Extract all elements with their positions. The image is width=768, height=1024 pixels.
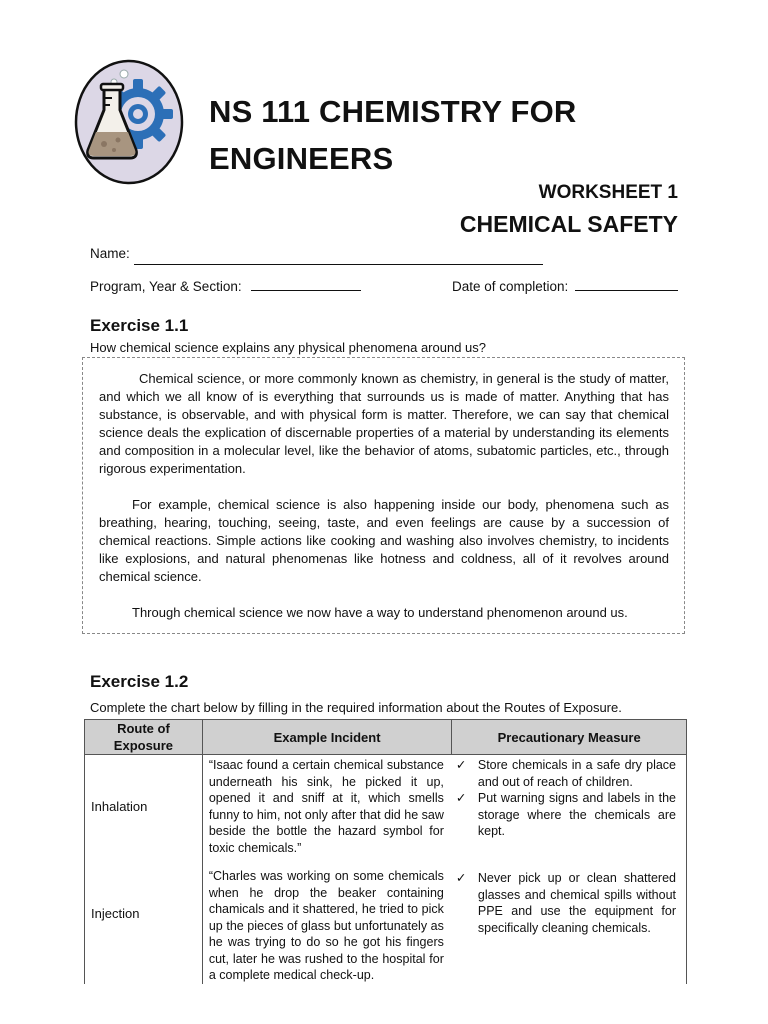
page-title xyxy=(209,88,577,182)
flask-gear-icon xyxy=(74,58,184,186)
answer-paragraph-2: For example, chemical science is also happening inside our body, phenomena such as breathing, hearing, touching, seeing, taste, and even feelings are cause by a succession of chemical reactions. Simple actions like cooking and washing also involves chemistry, to incidents like explosions, and natural phenomenas like hotness and coldness, all of it revolves around chemical science. xyxy=(99,497,669,584)
worksheet-title: CHEMICAL SAFETY xyxy=(459,211,678,237)
table-row xyxy=(85,868,687,984)
worksheet-number: WORKSHEET 1 xyxy=(538,182,678,203)
check-item: ✓ Put warning signs and labels in the storage where the chemicals are kept. xyxy=(456,790,676,840)
column-header-incident: Example Incident xyxy=(202,720,452,755)
title-line-1: NS 111 CHEMISTRY FOR xyxy=(209,94,577,129)
measure-cell xyxy=(452,868,687,984)
incident-cell: “Charles was working on some chemicals when he drop the beaker containing chamicals and it shattered, he tried to pick up the pieces of glass but unfortunately as he was trying to do so he got his fingers cut, later he was rushed to the hospital for a complete medical check-up. xyxy=(208,869,444,982)
exercise-1-1-heading: Exercise 1.1 xyxy=(90,316,189,335)
exercise-1-2-instruction: Complete the chart below by filling in the required information about the Routes of Exposure. xyxy=(90,700,622,715)
program-field[interactable] xyxy=(251,290,361,291)
date-label: Date of completion: xyxy=(452,279,569,294)
column-header-measure: Precautionary Measure xyxy=(452,720,687,755)
check-item: ✓ Never pick up or clean shattered glasses and chemical spills without PPE and use the equipment for specifically cleaning chemicals. xyxy=(456,870,676,936)
measure-cell xyxy=(452,755,687,869)
date-field[interactable] xyxy=(575,290,678,291)
route-cell: Inhalation xyxy=(85,755,203,869)
name-field[interactable] xyxy=(134,264,543,265)
incident-cell: “Isaac found a certain chemical substance underneath his sink, he picked it up, opened it and sniff at it, which smells funny to him, not only after that did he saw beside the bottle the hazard symbol for toxic chemicals.” xyxy=(208,758,444,855)
column-header-route: Route of Exposure xyxy=(85,720,203,755)
table-row xyxy=(85,755,687,869)
routes-of-exposure-table xyxy=(84,719,687,984)
answer-paragraph-3: Through chemical science we now have a way to understand phenomenon around us. xyxy=(132,605,628,620)
title-line-2: ENGINEERS xyxy=(209,141,394,176)
answer-paragraph-1: Chemical science, or more commonly known as chemistry, in general is the study of matter, and which we all know of is everything that surrounds us is made of matter. Anything that has substance, is observable, and with physical form is matter. Therefore, we can say that chemical science deals the explication of discernable properties of a material by understanding its elements and composition in a molecular level, like the behavior of atoms, subatomic particles, etc., through rigorous experimentation. xyxy=(99,371,669,476)
exercise-1-2-heading: Exercise 1.2 xyxy=(90,672,189,691)
check-item: ✓ Store chemicals in a safe dry place and out of reach of children. xyxy=(456,757,676,790)
program-label: Program, Year & Section: xyxy=(90,279,242,294)
name-label: Name: xyxy=(90,246,130,261)
exercise-1-1-question: How chemical science explains any physical phenomena around us? xyxy=(90,340,487,355)
route-cell: Injection xyxy=(85,868,203,984)
